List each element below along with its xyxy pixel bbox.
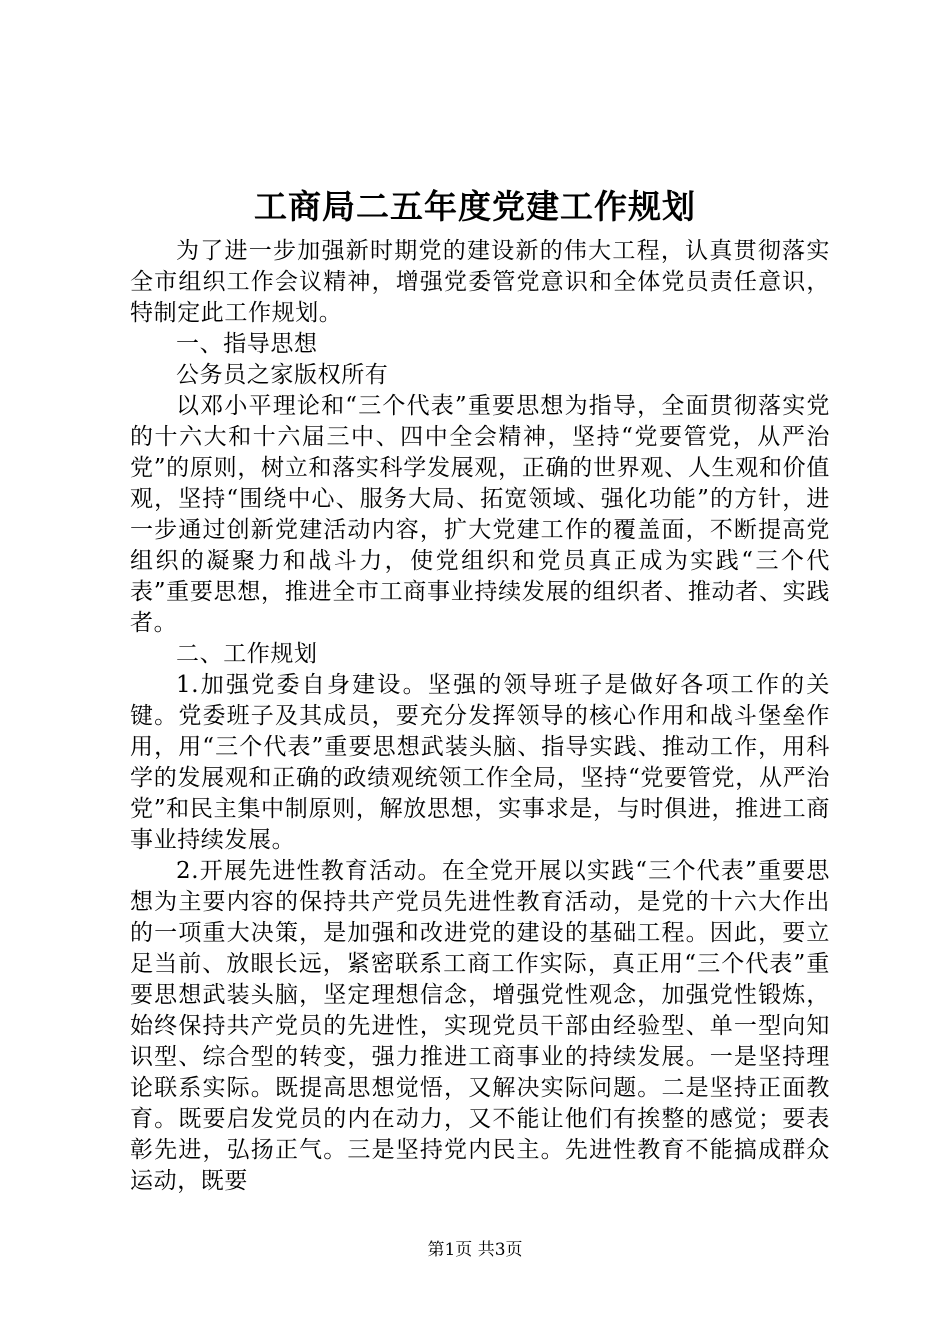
paragraph-guiding-ideology: 以邓小平理论和“三个代表”重要思想为指导，全面贯彻落实党的十六大和十六届三中、四中全会精神，坚持“党要管党，从严治党”的原则，树立和落实科学发展观，正确的世界观、人生观和价值观，坚持“围绕中心、服务大局、拓宽领域、强化功能”的方针，进一步通过创新党建活动内容，扩大党建工作的覆盖面，不断提高党组织的凝聚力和战斗力，使党组织和党员真正成为实践“三个代表”重要思想，推进全市工商事业持续发展的组织者、推动者、实践者。 (130, 393, 830, 636)
document-title: 工商局二五年度党建工作规划 (254, 187, 696, 226)
paragraph-item-2: 2.开展先进性教育活动。在全党开展以实践“三个代表”重要思想为主要内容的保持共产党员先进性教育活动，是党的十六大作出的一项重大决策，是加强和改进党的建设的基础工程。因此，要立足当前、放眼长远，紧密联系工商工作实际，真正用“三个代表”重要思想武装头脑，坚定理想信念，增强党性观念，加强党性锻炼，始终保持共产党员的先进性，实现党员干部由经验型、单一型向知识型、综合型的转变，强力推进工商事业的持续发展。一是坚持理论联系实际。既提高思想觉悟，又解决实际问题。二是坚持正面教育。既要启发党员的内在动力，又不能让他们有挨整的感觉；要表彰先进，弘扬正气。三是坚持党内民主。先进性教育不能搞成群众运动，既要 (130, 858, 830, 1194)
section-heading-work-plan: 二、工作规划 (176, 641, 318, 667)
page-number-footer: 第1页 共3页 (427, 1240, 523, 1260)
paragraph-intro: 为了进一步加强新时期党的建设新的伟大工程，认真贯彻落实全市组织工作会议精神，增强党委管党意识和全体党员责任意识，特制定此工作规划。 (130, 238, 830, 326)
section-heading-guiding-ideology: 一、指导思想 (176, 331, 318, 357)
document-body (130, 236, 830, 1197)
copyright-line: 公务员之家版权所有 (176, 362, 389, 388)
paragraph-item-1: 1.加强党委自身建设。坚强的领导班子是做好各项工作的关键。党委班子及其成员，要充分发挥领导的核心作用和战斗堡垒作用，用“三个代表”重要思想武装头脑、指导实践、推动工作，用科学的发展观和正确的政绩观统领工作全局，坚持“党要管党，从严治党”和民主集中制原则，解放思想，实事求是，与时俱进，推进工商事业持续发展。 (130, 672, 830, 853)
